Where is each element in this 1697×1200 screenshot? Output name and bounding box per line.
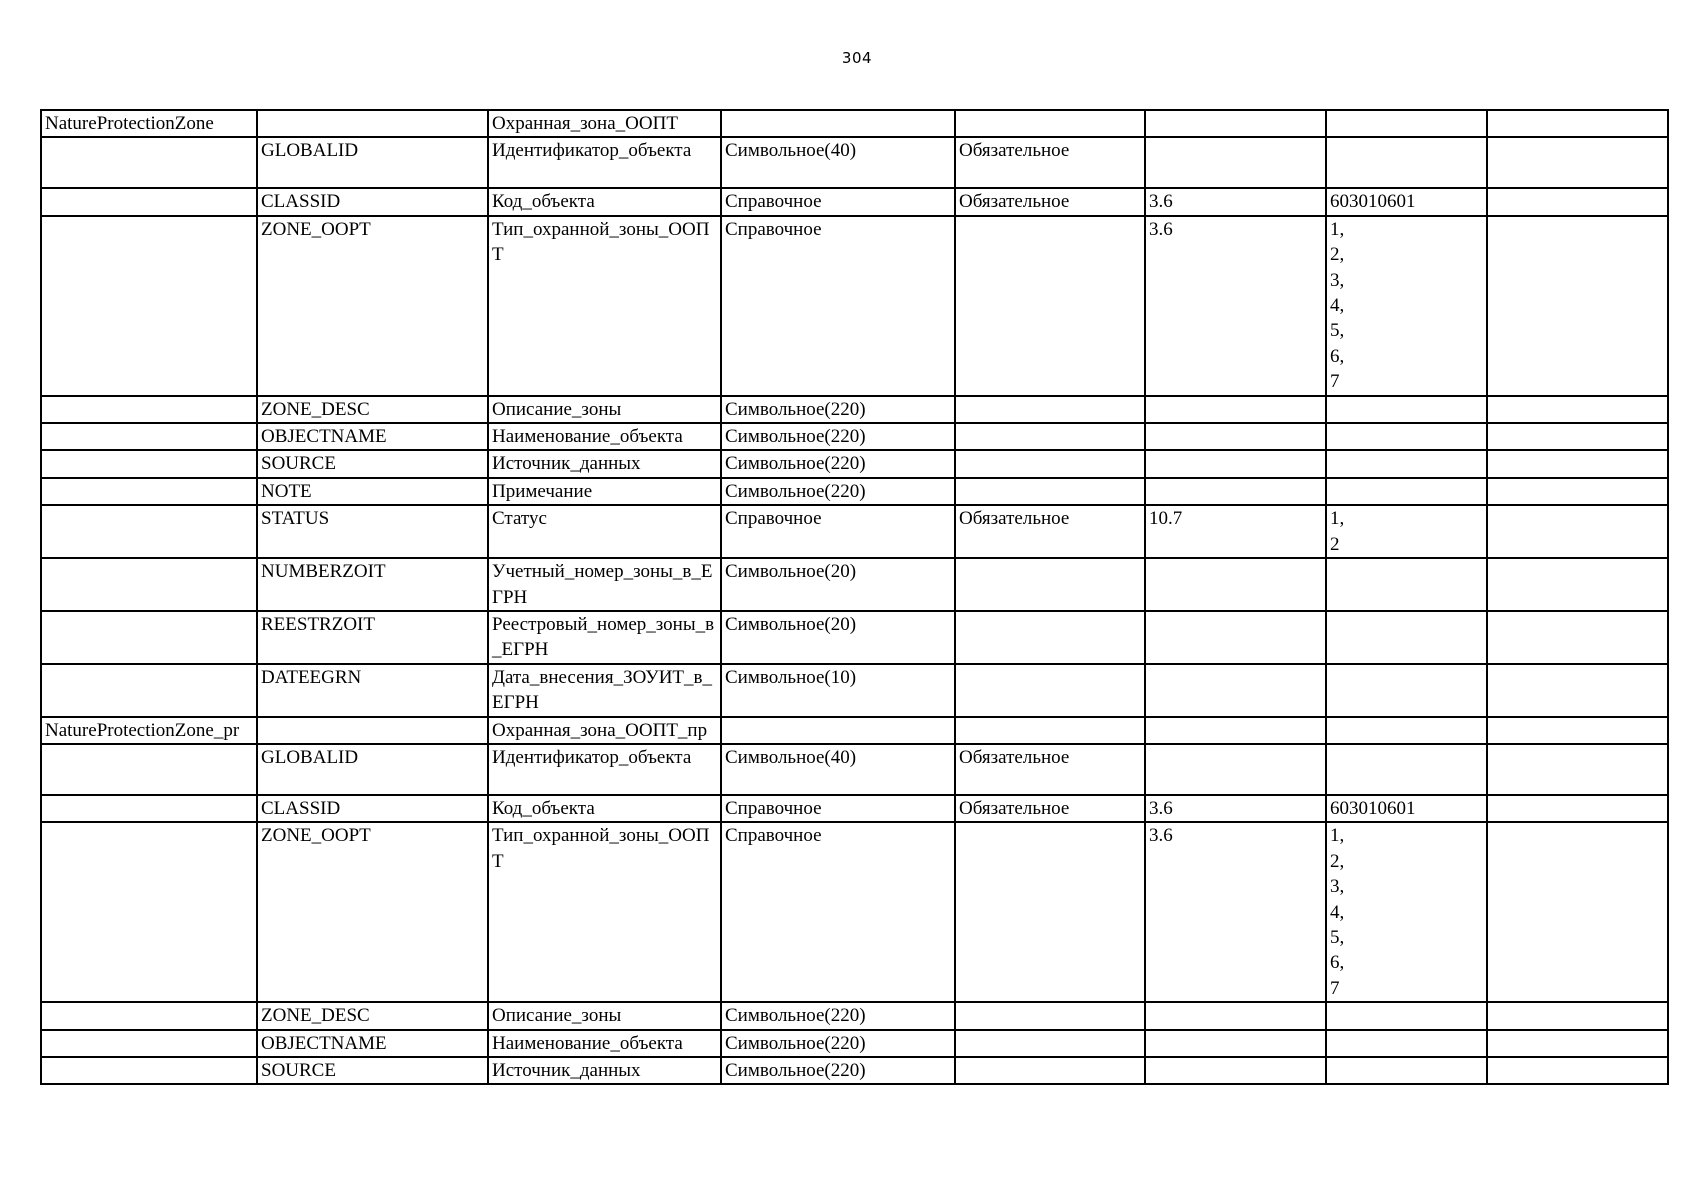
reference-cell: 3.6 [1145,822,1326,1002]
required-cell [955,450,1145,477]
field-name-cell: ZONE_DESC [257,396,488,423]
allowed-values-cell [1326,744,1487,795]
table-row [41,478,1668,505]
layer-name-cell [41,1057,257,1084]
layer-name-cell [41,795,257,822]
layer-name-cell [41,1030,257,1057]
field-name-cell: OBJECTNAME [257,423,488,450]
reference-cell [1145,396,1326,423]
required-cell: Обязательное [955,505,1145,558]
layer-name-cell [41,744,257,795]
note-cell [1487,478,1668,505]
allowed-values-cell [1326,664,1487,717]
note-cell [1487,423,1668,450]
table-row [41,822,1668,1002]
field-name-cell: NUMBERZOIT [257,558,488,611]
reference-cell [1145,1057,1326,1084]
table-row [41,558,1668,611]
layer-name-cell [41,423,257,450]
allowed-values-cell [1326,1057,1487,1084]
field-name-cell: ZONE_OOPT [257,822,488,1002]
allowed-values-cell: 603010601 [1326,795,1487,822]
field-type-cell: Справочное [721,188,955,215]
field-type-cell: Справочное [721,795,955,822]
required-cell [955,478,1145,505]
table-row [41,188,1668,215]
table-row [41,505,1668,558]
field-type-cell: Символьное(220) [721,450,955,477]
table-row [41,664,1668,717]
note-cell [1487,188,1668,215]
page-number: 304 [841,49,873,67]
layer-name-cell [41,137,257,188]
field-type-cell: Символьное(220) [721,1030,955,1057]
allowed-values-cell [1326,396,1487,423]
required-cell: Обязательное [955,744,1145,795]
reference-cell [1145,478,1326,505]
layer-name-cell [41,396,257,423]
reference-cell: 3.6 [1145,216,1326,396]
field-alias-cell: Примечание [488,478,721,505]
required-cell: Обязательное [955,795,1145,822]
field-alias-cell: Тип_охранной_зоны_ООПТ [488,216,721,396]
field-alias-cell: Реестровый_номер_зоны_в_ЕГРН [488,611,721,664]
field-alias-cell: Дата_внесения_ЗОУИТ_в_ЕГРН [488,664,721,717]
required-cell [955,611,1145,664]
field-alias-cell: Статус [488,505,721,558]
field-type-cell: Символьное(10) [721,664,955,717]
attribute-table [40,109,1669,1085]
note-cell [1487,611,1668,664]
required-cell: Обязательное [955,137,1145,188]
field-name-cell: ZONE_OOPT [257,216,488,396]
layer-name-cell [41,450,257,477]
reference-cell: 3.6 [1145,188,1326,215]
allowed-values-cell [1326,423,1487,450]
field-type-cell [721,717,955,744]
required-cell [955,1002,1145,1029]
field-name-cell: SOURCE [257,450,488,477]
field-type-cell: Справочное [721,505,955,558]
field-name-cell: REESTRZOIT [257,611,488,664]
field-name-cell: DATEEGRN [257,664,488,717]
layer-name-cell [41,822,257,1002]
reference-cell [1145,1002,1326,1029]
layer-name-cell: NatureProtectionZone [41,110,257,137]
note-cell [1487,744,1668,795]
field-name-cell: SOURCE [257,1057,488,1084]
table-row [41,450,1668,477]
field-type-cell: Справочное [721,216,955,396]
allowed-values-cell: 1, 2, 3, 4, 5, 6, 7 [1326,216,1487,396]
field-type-cell: Символьное(220) [721,396,955,423]
field-alias-cell: Код_объекта [488,795,721,822]
note-cell [1487,505,1668,558]
note-cell [1487,1030,1668,1057]
field-type-cell [721,110,955,137]
field-alias-cell: Источник_данных [488,1057,721,1084]
reference-cell [1145,1030,1326,1057]
table-row [41,110,1668,137]
table-row [41,1057,1668,1084]
field-alias-cell: Охранная_зона_ООПТ [488,110,721,137]
field-alias-cell: Тип_охранной_зоны_ООПТ [488,822,721,1002]
field-type-cell: Символьное(40) [721,744,955,795]
reference-cell [1145,110,1326,137]
required-cell [955,1030,1145,1057]
required-cell [955,664,1145,717]
field-alias-cell: Источник_данных [488,450,721,477]
required-cell [955,396,1145,423]
field-alias-cell: Идентификатор_объекта [488,137,721,188]
field-type-cell: Символьное(220) [721,478,955,505]
reference-cell: 10.7 [1145,505,1326,558]
required-cell [955,110,1145,137]
field-alias-cell: Описание_зоны [488,396,721,423]
note-cell [1487,216,1668,396]
field-name-cell: CLASSID [257,795,488,822]
allowed-values-cell [1326,558,1487,611]
note-cell [1487,664,1668,717]
field-name-cell [257,717,488,744]
allowed-values-cell: 603010601 [1326,188,1487,215]
allowed-values-cell [1326,110,1487,137]
table-row [41,396,1668,423]
table-row [41,611,1668,664]
layer-name-cell [41,1002,257,1029]
required-cell [955,1057,1145,1084]
table-row [41,717,1668,744]
field-alias-cell: Идентификатор_объекта [488,744,721,795]
layer-name-cell [41,664,257,717]
field-name-cell: STATUS [257,505,488,558]
note-cell [1487,137,1668,188]
table-row [41,744,1668,795]
note-cell [1487,717,1668,744]
note-cell [1487,1002,1668,1029]
reference-cell: 3.6 [1145,795,1326,822]
field-alias-cell: Наименование_объекта [488,1030,721,1057]
table-row [41,1002,1668,1029]
reference-cell [1145,558,1326,611]
table-row [41,137,1668,188]
field-name-cell: CLASSID [257,188,488,215]
field-type-cell: Справочное [721,822,955,1002]
required-cell [955,423,1145,450]
layer-name-cell [41,611,257,664]
required-cell [955,216,1145,396]
note-cell [1487,110,1668,137]
field-type-cell: Символьное(40) [721,137,955,188]
note-cell [1487,822,1668,1002]
field-alias-cell: Описание_зоны [488,1002,721,1029]
field-type-cell: Символьное(220) [721,1002,955,1029]
field-type-cell: Символьное(20) [721,558,955,611]
required-cell: Обязательное [955,188,1145,215]
allowed-values-cell: 1, 2 [1326,505,1487,558]
table-row [41,795,1668,822]
required-cell [955,558,1145,611]
reference-cell [1145,664,1326,717]
field-type-cell: Символьное(220) [721,1057,955,1084]
field-alias-cell: Код_объекта [488,188,721,215]
layer-name-cell [41,216,257,396]
field-name-cell: OBJECTNAME [257,1030,488,1057]
layer-name-cell [41,478,257,505]
table-row [41,1030,1668,1057]
field-type-cell: Символьное(220) [721,423,955,450]
field-name-cell: ZONE_DESC [257,1002,488,1029]
allowed-values-cell [1326,137,1487,188]
reference-cell [1145,611,1326,664]
allowed-values-cell: 1, 2, 3, 4, 5, 6, 7 [1326,822,1487,1002]
note-cell [1487,450,1668,477]
note-cell [1487,558,1668,611]
field-alias-cell: Охранная_зона_ООПТ_пр [488,717,721,744]
allowed-values-cell [1326,1030,1487,1057]
field-alias-cell: Наименование_объекта [488,423,721,450]
layer-name-cell [41,505,257,558]
reference-cell [1145,137,1326,188]
reference-cell [1145,744,1326,795]
table-row [41,216,1668,396]
field-name-cell: NOTE [257,478,488,505]
field-name-cell [257,110,488,137]
reference-cell [1145,423,1326,450]
table-body [41,110,1668,1084]
layer-name-cell [41,188,257,215]
required-cell [955,822,1145,1002]
allowed-values-cell [1326,1002,1487,1029]
allowed-values-cell [1326,478,1487,505]
table-row [41,423,1668,450]
field-name-cell: GLOBALID [257,137,488,188]
required-cell [955,717,1145,744]
allowed-values-cell [1326,611,1487,664]
layer-name-cell [41,558,257,611]
allowed-values-cell [1326,717,1487,744]
layer-name-cell: NatureProtectionZone_pr [41,717,257,744]
reference-cell [1145,450,1326,477]
note-cell [1487,795,1668,822]
note-cell [1487,396,1668,423]
field-type-cell: Символьное(20) [721,611,955,664]
allowed-values-cell [1326,450,1487,477]
note-cell [1487,1057,1668,1084]
field-alias-cell: Учетный_номер_зоны_в_ЕГРН [488,558,721,611]
field-name-cell: GLOBALID [257,744,488,795]
reference-cell [1145,717,1326,744]
